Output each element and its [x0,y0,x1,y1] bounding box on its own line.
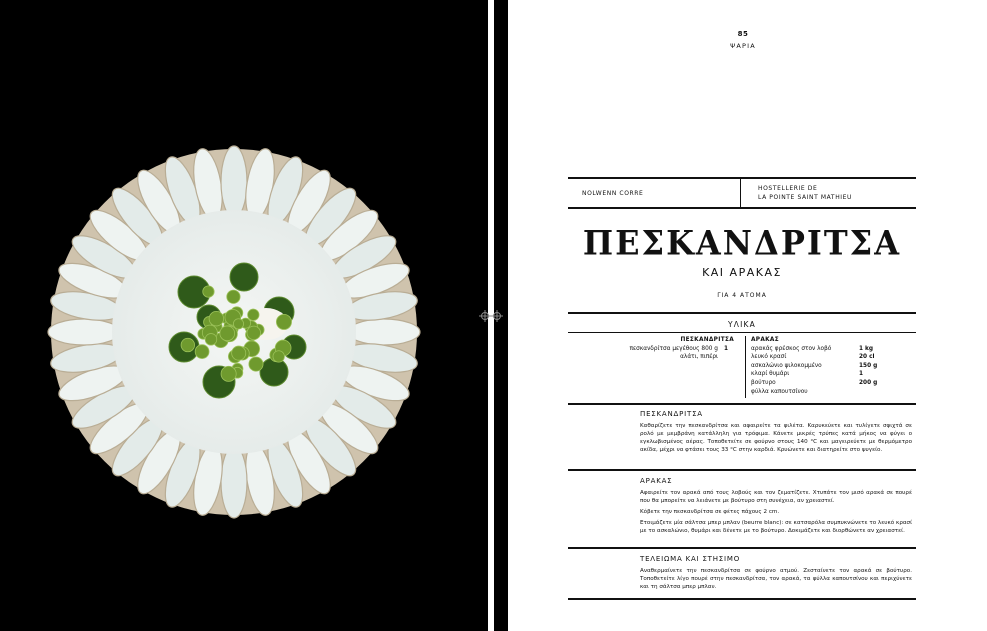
photo-page [0,0,473,631]
ingredient-row [751,362,881,371]
section-name: ΨΑΡΙΑ [730,42,756,50]
ingredient-row [568,353,734,362]
ingredient-row [568,345,734,354]
ingredient-qty: 150 g [859,362,878,369]
recipe-subtitle: ΚΑΙ ΑΡΑΚΑΣ [702,266,782,279]
recipe-title: ΠΕΣΚΑΝΔΡΙΤΣΑ [582,223,902,263]
page-number: 85 [737,30,749,38]
step-paragraph: Αναθερμαίνετε την πεσκανδρίτσα σε φούρνο ατμού. Ζεσταίνετε τον αρακά σε βούτυρο. Τοποθετείτε λίγο πουρέ στην πεσκανδρίτσα, τον αρακά, τα φύλλα καπουτσίνου και περιχύνετε και τη σάλτσα μπερ μπλαν. [640,568,912,590]
step-title: ΑΡΑΚΑΣ [640,477,673,485]
restaurant-line: LA POINTE SAINT MATHIEU [758,194,853,201]
ingredient-group-title: ΑΡΑΚΑΣ [751,337,779,343]
ingredient-qty: 1 kg [859,345,874,352]
step-title: ΠΕΣΚΑΝΔΡΙΤΣΑ [640,410,703,418]
step-paragraph: Αφαιρείτε τον αρακά από τους λοβούς και τον ζεματίζετε. Χτυπάτε τον μισό αρακά σε πουρέ που θα μπορείτε να λειάνετε με βούτυρο στη συνέχεια, αν χρειαστεί. [640,490,912,504]
divider [568,332,916,333]
divider [568,598,916,600]
food-garnish [44,142,424,522]
step-text [640,567,912,594]
divider [568,547,916,549]
step-paragraph: Κόβετε την πεσκανδρίτσα σε φέτες πάχους 2 cm. [640,509,780,515]
recipe-page [508,0,987,631]
step-text [640,489,912,538]
ingredient-qty: 200 g [859,379,878,386]
ingredient-row [751,345,881,354]
divider [568,469,916,471]
ingredient-qty: 1 [859,371,864,378]
ingredient-qty: 20 cl [859,354,875,361]
crosshair-icon [491,310,503,322]
ingredient-row [751,353,881,362]
chef-name: NOLWENN CORRE [568,179,741,207]
step-text [640,422,912,457]
ingredients-group-peas [751,336,881,396]
ingredients-heading: ΥΛΙΚΑ [728,320,756,329]
ingredient-name: φύλλα καπουτσίνου [751,388,808,395]
ingredients-group-fish [568,336,734,362]
restaurant-line: HOSTELLERIE DE [758,185,818,192]
ingredient-name: πεσκανδρίτσα μεγέθους 800 g [629,345,718,352]
ingredient-row [751,370,881,379]
ingredient-name: ασκαλώνιο ψιλοκομμένο [751,362,822,369]
step-paragraph: Ετοιμάζετε μία σάλτσα μπερ μπλαν (beurre blanc): σε κατσαρόλα συμπυκνώνετε το λευκό κρασί με το ασκαλώνιο, θυμάρι και δένετε με το βούτυρο. Δοκιμάζετε και διορθώνετε αν χρειαστεί. [640,520,912,534]
servings: ΓΙΑ 4 ΑΤΟΜΑ [717,292,767,299]
ingredients-divider [745,336,746,398]
chef-info-row [568,177,916,209]
restaurant-name [758,184,913,202]
step-paragraph: Καθαρίζετε την πεσκανδρίτσα και αφαιρείτε τα φιλέτα. Καρυκεύετε και τυλίγετε σφιχτά σε ρολό με μεμβράνη κατάλληλη για τρόφιμα. Κάνετε μικρές τρύπες κατά μήκος να φύγει ο εγκλωβισμένος αέρας. Τοποθετείτε σε φούρνο στους 140 °C και μαγειρεύετε με θερμόμετρο ακίδα, μέχρι να φτάσει τους 33 °C στην καρδιά. Κρυώνετε και διατηρείτε στο ψυγείο. [640,423,912,453]
ingredient-qty: 1 [724,345,729,352]
ingredient-qty [724,353,734,362]
dish-photo [44,142,424,522]
step-title: ΤΕΛΕΙΩΜΑ ΚΑΙ ΣΤΗΣΙΜΟ [640,555,741,563]
ingredient-name: λευκό κρασί [751,354,787,361]
ingredient-row [751,379,881,388]
ingredient-name: αρακάς φρέσκος στον λοβό [751,345,832,352]
ingredient-row [751,388,881,397]
ingredient-group-title: ΠΕΣΚΑΝΔΡΙΤΣΑ [680,337,734,343]
crosshair-icon [479,310,491,322]
ingredient-name: κλαρί θυμάρι [751,371,790,378]
divider [568,403,916,405]
divider [568,312,916,314]
ingredient-name: βούτυρο [751,379,776,386]
ingredient-name: αλάτι, πιπέρι [680,354,718,361]
